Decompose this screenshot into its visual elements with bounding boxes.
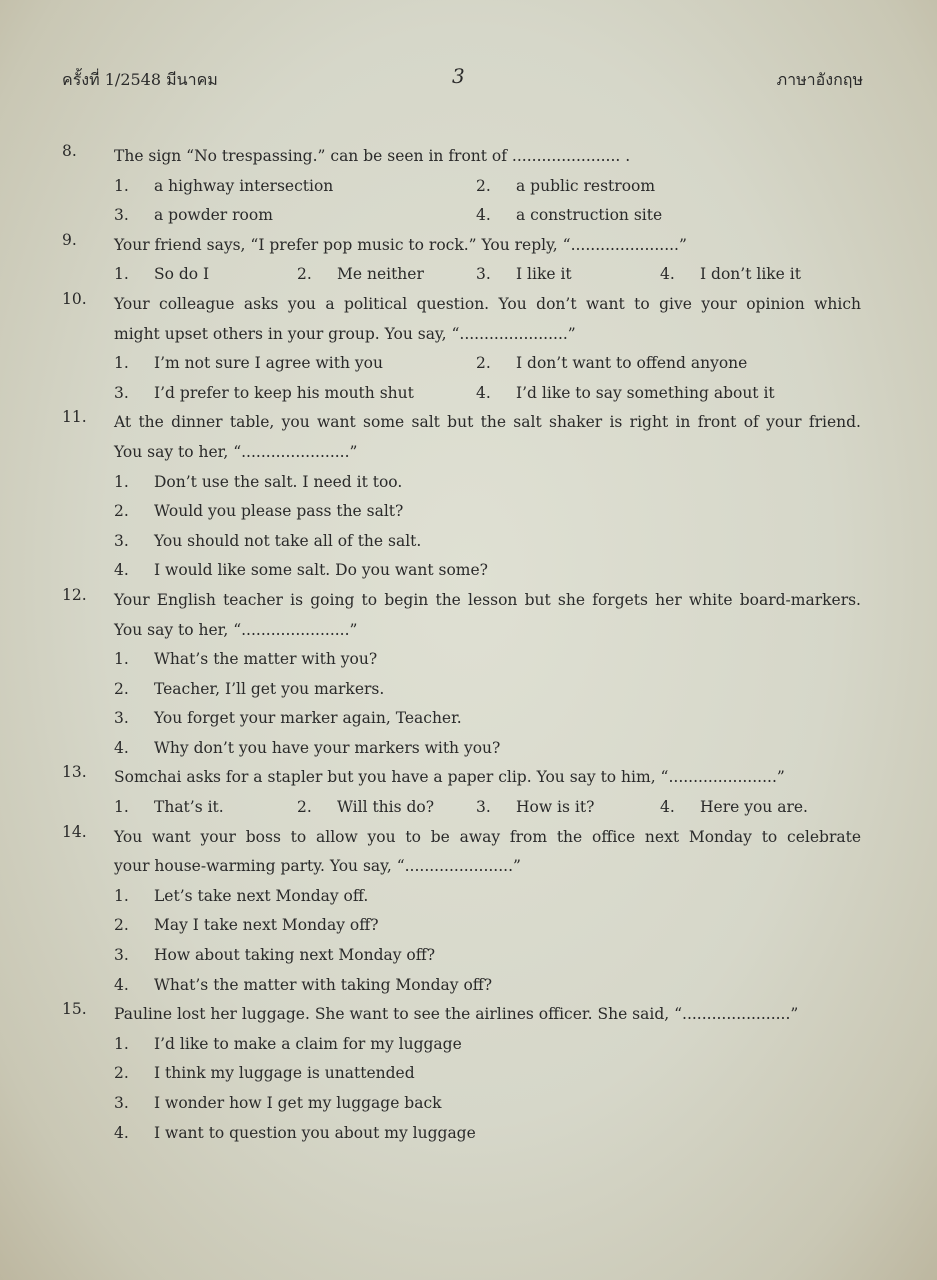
option-3: 3. I like it xyxy=(476,265,572,284)
option-3: 3. How is it? xyxy=(476,798,595,817)
question-number: 10. xyxy=(62,289,87,308)
option-1: 1. That’s it. xyxy=(114,798,224,817)
option-2: 2. I think my luggage is unattended xyxy=(114,1064,415,1083)
options-row xyxy=(0,260,937,290)
option-4: 4. I want to question you about my luggage xyxy=(114,1123,476,1142)
option-2: 2. May I take next Monday off? xyxy=(114,916,379,935)
exam-session: ครั้งที่ 1/2548 มีนาคม xyxy=(62,70,218,89)
option-2: 2. a public restroom xyxy=(476,176,656,195)
option-4: 4. What’s the matter with taking Monday off? xyxy=(114,975,493,994)
options-list xyxy=(0,645,937,763)
question-text: The sign “No trespassing.” can be seen in front of ...................... . xyxy=(114,147,631,165)
option-4: 4. a construction site xyxy=(476,206,663,225)
question-13 xyxy=(0,763,937,793)
question-number: 15. xyxy=(62,1000,87,1019)
option-4: 4. Here you are. xyxy=(660,798,808,817)
option-2: 2. Would you please pass the salt? xyxy=(114,502,404,521)
question-9 xyxy=(0,231,937,261)
question-text: You say to her, “......................” xyxy=(114,620,358,639)
question-list xyxy=(0,142,937,1148)
question-text: your house-warming party. You say, “......................” xyxy=(114,857,521,876)
option-3: 3. a powder room xyxy=(114,206,273,225)
option-1: 1. What’s the matter with you? xyxy=(114,650,378,669)
question-number: 14. xyxy=(62,822,87,841)
question-text: might upset others in your group. You say, “......................” xyxy=(114,324,576,343)
question-text: You say to her, “......................” xyxy=(114,442,358,461)
option-3: 3. You forget your marker again, Teacher. xyxy=(114,709,462,728)
option-2: 2. Me neither xyxy=(297,265,424,284)
question-text: Somchai asks for a stapler but you have a paper clip. You say to him, “......................” xyxy=(114,768,785,787)
question-number: 8. xyxy=(62,142,77,160)
question-text: Your friend says, “I prefer pop music to rock.” You reply, “......................” xyxy=(114,235,687,254)
options-row xyxy=(0,172,937,202)
option-4: 4. I don’t like it xyxy=(660,265,801,284)
option-2: 2. I don’t want to offend anyone xyxy=(476,354,748,373)
question-text: You want your boss to allow you to be away from the office next Monday to celebrate xyxy=(114,827,861,846)
question-text: Your colleague asks you a political question. You don’t want to give your opinion which xyxy=(114,294,861,313)
options-row xyxy=(0,379,937,409)
question-11 xyxy=(0,408,937,467)
page-header xyxy=(0,64,937,98)
question-text: Pauline lost her luggage. She want to see the airlines officer. She said, “......................” xyxy=(114,1005,799,1024)
options-row xyxy=(0,793,937,823)
question-number: 11. xyxy=(62,408,87,427)
question-14 xyxy=(0,823,937,882)
options-list xyxy=(0,1030,937,1148)
option-2: 2. Will this do? xyxy=(297,798,435,817)
question-number: 9. xyxy=(62,230,77,249)
option-3: 3. I wonder how I get my luggage back xyxy=(114,1094,442,1112)
option-4: 4. Why don’t you have your markers with you? xyxy=(114,738,501,757)
options-list xyxy=(0,882,937,1000)
option-1: 1. Let’s take next Monday off. xyxy=(114,886,369,905)
option-1: 1. I’d like to make a claim for my luggage xyxy=(114,1034,462,1053)
question-text: Your English teacher is going to begin the lesson but she forgets her white board-markers. xyxy=(114,590,861,609)
option-1: 1. I’m not sure I agree with you xyxy=(114,354,383,373)
option-1: 1. So do I xyxy=(114,265,210,284)
question-10 xyxy=(0,290,937,349)
option-1: 1. Don’t use the salt. I need it too. xyxy=(114,472,403,491)
option-4: 4. I would like some salt. Do you want some? xyxy=(114,561,488,580)
question-8 xyxy=(0,142,937,172)
options-row xyxy=(0,201,937,231)
question-number: 12. xyxy=(62,585,87,604)
option-3: 3. I’d prefer to keep his mouth shut xyxy=(114,383,414,402)
question-15 xyxy=(0,1000,937,1030)
options-row xyxy=(0,349,937,379)
option-1: 1. a highway intersection xyxy=(114,176,334,195)
option-3: 3. You should not take all of the salt. xyxy=(114,531,422,550)
page-number: 3 xyxy=(452,64,465,88)
subject-title: ภาษาอังกฤษ xyxy=(776,70,863,89)
question-text: At the dinner table, you want some salt but the salt shaker is right in front of your friend. xyxy=(114,413,861,432)
question-number: 13. xyxy=(62,763,87,782)
option-4: 4. I’d like to say something about it xyxy=(476,383,775,402)
options-list xyxy=(0,468,937,586)
question-12 xyxy=(0,586,937,645)
option-3: 3. How about taking next Monday off? xyxy=(114,946,436,965)
option-2: 2. Teacher, I’ll get you markers. xyxy=(114,679,385,698)
